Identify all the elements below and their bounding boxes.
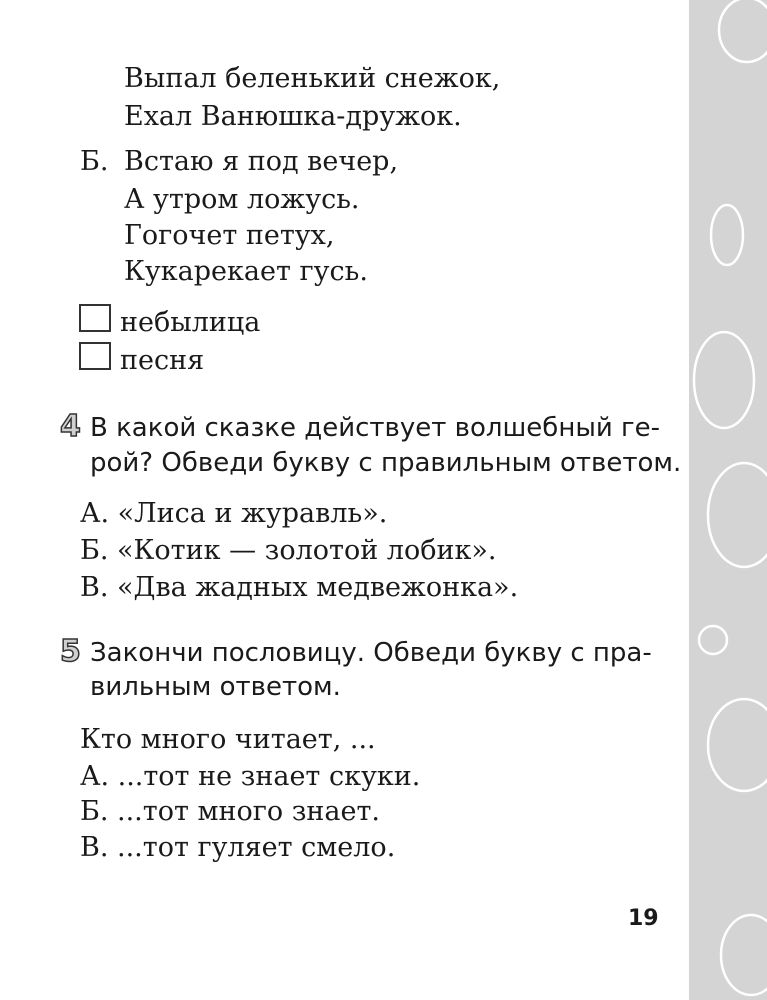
poem-b-line-1: Встаю я под вечер, [124,146,399,177]
question-5-proverb: Кто много читает, ... [80,724,376,755]
checkbox-nebylitsa[interactable] [79,304,111,332]
question-4-text-line-2: рой? Обведи букву с правильным ответом. [90,448,682,478]
question-5-answer-v[interactable]: В. ...тот гуляет смело. [80,832,396,863]
page-number: 19 [628,906,659,931]
decorative-sidebar [689,0,767,1000]
poem-b-line-2: А утром ложусь. [124,184,360,215]
question-4-answer-v[interactable]: В. «Два жадных медвежонка». [80,572,519,603]
poem-b-line-4: Кукарекает гусь. [124,256,368,287]
poem-a-line-1: Выпал беленький снежок, [124,63,501,94]
question-5-answer-a[interactable]: А. ...тот не знает скуки. [80,761,421,792]
question-5-text-line-2: вильным ответом. [90,672,341,702]
question-5-number: 5 [60,634,81,669]
poem-b-line-3: Гогочет петух, [124,220,335,251]
question-4-answer-a[interactable]: А. «Лиса и журавль». [80,498,388,529]
checkbox-pesnya[interactable] [79,342,111,370]
poem-a-line-2: Ехал Ванюшка-дружок. [124,101,462,132]
question-4-text-line-1: В какой сказке действует волшебный ге- [90,413,661,443]
choice-label-nebylitsa: небылица [120,307,261,338]
question-5-answer-b[interactable]: Б. ...тот много знает. [80,796,381,827]
bubbles-decoration [689,0,767,1000]
poem-b-letter: Б. [80,146,109,177]
question-4-number: 4 [60,409,81,444]
question-4-answer-b[interactable]: Б. «Котик — золотой лобик». [80,535,497,566]
choice-label-pesnya: песня [120,345,205,376]
question-5-text-line-1: Закончи пословицу. Обведи букву с пра- [90,638,652,668]
